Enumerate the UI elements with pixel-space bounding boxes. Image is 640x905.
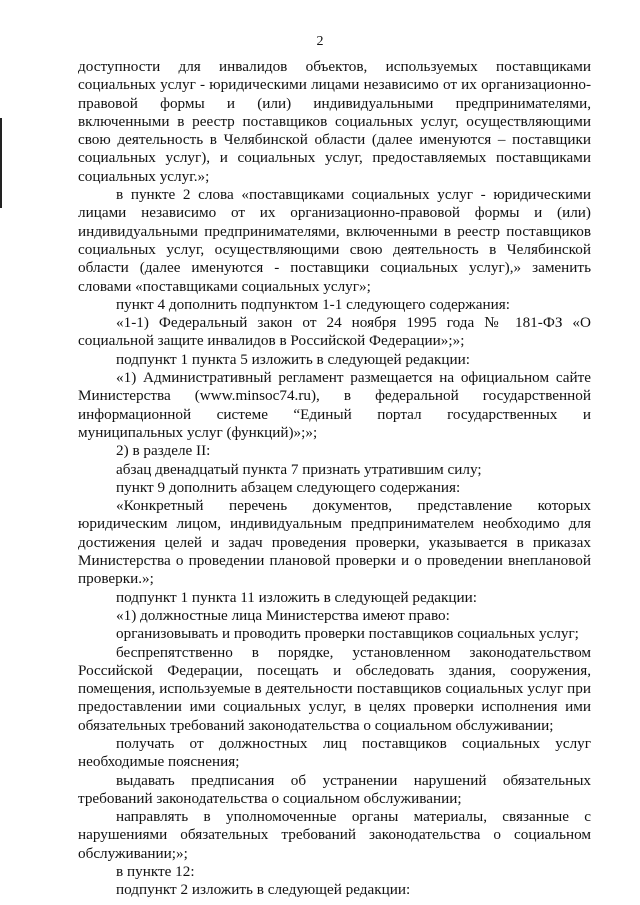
- page-number: 2: [316, 34, 324, 49]
- paragraph: направлять в уполномоченные органы материалы, связанные с нарушениями обязательных требований законодательства о социальном обслуживании;»;: [78, 808, 591, 862]
- paragraph: «1) должностные лица Министерства имеют право:: [116, 606, 450, 624]
- paragraph: абзац двенадцатый пункта 7 признать утратившим силу;: [116, 460, 482, 478]
- paragraph: пункт 4 дополнить подпунктом 1-1 следующего содержания:: [116, 295, 510, 313]
- paragraph: выдавать предписания об устранении нарушений обязательных требований законодательства о социальном обслуживании;: [78, 771, 591, 807]
- paragraph: «1) Административный регламент размещается на официальном сайте Министерства (www.minsoc74.ru), в федеральной государственной информационной системе “Единый портал государственных и муниципальных услуг (функций)»;»;: [78, 369, 591, 441]
- paragraph: «1-1) Федеральный закон от 24 ноября 1995 года № 181-ФЗ «О социальной защите инвалидов в Российской Федерации»;»;: [78, 314, 591, 350]
- paragraph: в пункте 2 слова «поставщиками социальных услуг - юридическими лицами независимо от их организационно-правовой формы и (или) индивидуальными предпринимателями, включенными в реестр поставщиков социальных услуг, осуществляющими свою деятельность в Челябинской области (далее именуются - поставщики социальных услуг),» заменить словами «поставщиками социальных услуг»;: [78, 186, 591, 295]
- paragraph: 2) в разделе II:: [116, 442, 211, 460]
- paragraph: беспрепятственно в порядке, установленном законодательством Российской Федерации, посещать и обследовать здания, сооружения, помещения, используемые в деятельности поставщиков социальных услуг при предоставлении ими социальных услуг, в целях проверки исполнения ими обязательных требований законодательства о социальном обслуживании;: [78, 643, 591, 734]
- paragraph: подпункт 1 пункта 11 изложить в следующей редакции:: [116, 588, 478, 606]
- paragraph: пункт 9 дополнить абзацем следующего содержания:: [116, 478, 461, 496]
- paragraph: в пункте 12:: [116, 863, 195, 881]
- paragraph: подпункт 1 пункта 5 изложить в следующей редакции:: [116, 350, 470, 368]
- paragraph: организовывать и проводить проверки поставщиков социальных услуг;: [116, 625, 579, 643]
- paragraph: «Конкретный перечень документов, представление которых юридическим лицом, индивидуальным предпринимателем необходимо для достижения целей и задач проведения проверки, указывается в приказах Министерства о проведении плановой проверки и о проведении внеплановой проверки.»;: [78, 497, 591, 588]
- paragraph: получать от должностных лиц поставщиков социальных услуг необходимые пояснения;: [78, 734, 591, 771]
- paragraph: подпункт 2 изложить в следующей редакции:: [116, 881, 411, 899]
- paragraph: доступности для инвалидов объектов, используемых поставщиками социальных услуг - юридическими лицами независимо от их организационно-правовой формы и (или) индивидуальными предпринимателями, включенными в реестр поставщиков социальных услуг, осуществляющими свою деятельность в Челябинской области (далее именуются – поставщики социальных услуг), и социальных услуг, предоставляемых поставщиками социальных услуг.»;: [78, 58, 591, 185]
- scan-edge-mark: [0, 118, 2, 208]
- document-body: [78, 58, 591, 900]
